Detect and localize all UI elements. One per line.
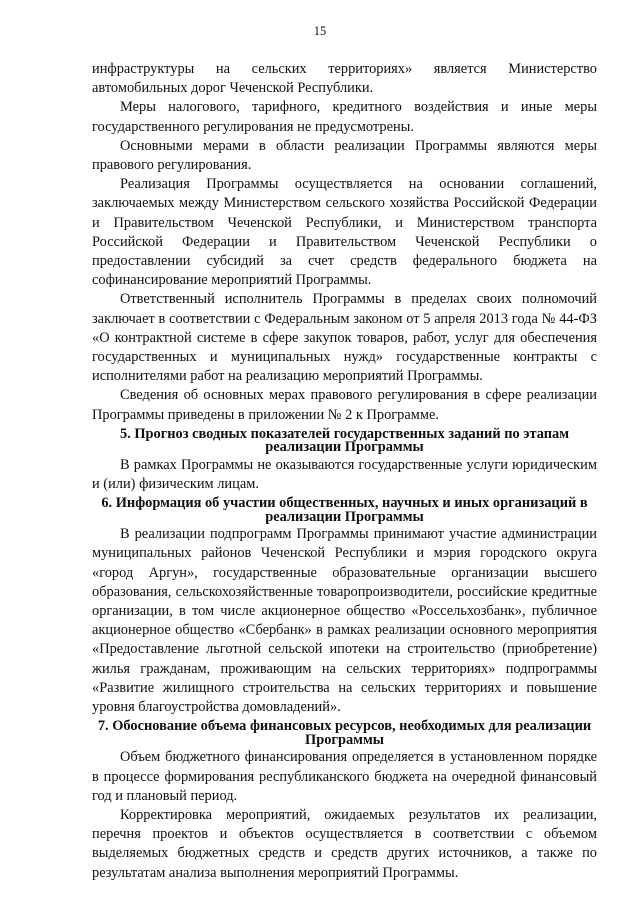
- page-number: 15: [313, 24, 327, 38]
- paragraph: инфраструктуры на сельских территориях» является Министерство автомобильных дорог Чеченской Республики.: [92, 61, 597, 97]
- paragraph: Меры налогового, тарифного, кредитного воздействия и иные меры государственного регулирования не предусмотрены.: [92, 99, 597, 135]
- section-heading-7: 7. Обоснование объема финансовых ресурсов, необходимых для реализации Программы: [97, 718, 592, 748]
- section-6-body: В реализации подпрограмм Программы принимают участие администрации муниципальных районов Чеченской Республики и мэрия городского округа «город Аргун», государственные образовательные организации высшего образования, сельскохозяйственные товаропроизводители, российские кредитные организации, в том числе акционерное общество «Россельхозбанк», публичное акционерное общество «Сбербанк» в рамках реализации основного мероприятия «Предоставление льготной сельской ипотеки на строительство (приобретение) жилья гражданам, проживающим на сельских территориях» подпрограммы «Развитие жилищного строительства на сельских территориях и повышение уровня благоустройства домовладений».: [92, 526, 597, 716]
- paragraph: Основными мерами в области реализации Программы являются меры правового регулирования.: [92, 137, 597, 174]
- section-heading-6: 6. Информация об участии общественных, научных и иных организаций в реализации Программы: [101, 495, 588, 525]
- paragraph: Ответственный исполнитель Программы в пределах своих полномочий заключает в соответствии с Федеральным законом от 5 апреля 2013 года № 44-ФЗ «О контрактной системе в сфере закупок товаров, работ, услуг для обеспечения государственных и муниципальных нужд» государственные контракты с исполнителями работ на реализацию мероприятий Программы.: [92, 291, 597, 385]
- page-content: [92, 60, 597, 883]
- section-7-paragraph: Объем бюджетного финансирования определяется в установленном порядке в процессе формирования республиканского бюджета на очередной финансовый год и плановый период.: [92, 749, 597, 804]
- paragraph: Реализация Программы осуществляется на основании соглашений, заключаемых между Министерством сельского хозяйства Российской Федерации и Правительством Чеченской Республики, и Министерством транспорта Российской Федерации и Правительством Чеченской Республики о предоставлении субсидий за счет средств федерального бюджета на софинансирование мероприятий Программы.: [92, 176, 597, 289]
- section-heading-5: 5. Прогноз сводных показателей государственных заданий по этапам реализации Программы: [119, 425, 570, 456]
- section-5-body: В рамках Программы не оказываются государственные услуги юридическим и (или) физическим лицам.: [92, 456, 597, 493]
- section-7-paragraph: Корректировка мероприятий, ожидаемых результатов их реализации, перечня проектов и объектов осуществляется в соответствии с объемом выделяемых бюджетных средств и средств других источников, а также по результатам анализа выполнения мероприятий Программы.: [92, 806, 597, 881]
- paragraph: Сведения об основных мерах правового регулирования в сфере реализации Программы приведены в приложении № 2 к Программе.: [92, 387, 597, 423]
